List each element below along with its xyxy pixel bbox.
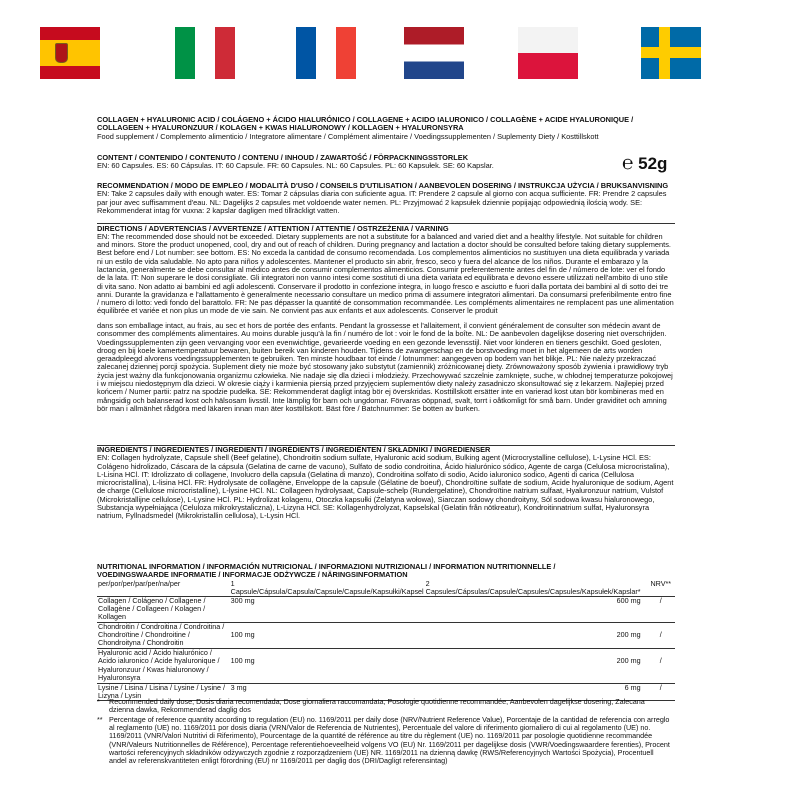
net-weight-value: 52g	[638, 154, 668, 173]
content-text: EN: 60 Capsules. ES: 60 Cápsulas. IT: 60 Capsule. FR: 60 Capsules. NL: 60 Capsules. PL: 60 Kapsułek. SE: 60 Kapslar.	[97, 161, 494, 171]
footnote-2-text: Percentage of reference quantity according to regulation (EU) no. 1169/2011 per daily dose (NRV/Nutrient Reference Value), Porcentaje de la cantidad de referencia con arreglo al reglamento (UE) no. 1169/2011 por dosis diaria (VRN/Valor de Referencia de Nutrientes), Percentuale del valore di riferimento giornaliero di cui al regolamento (UE) no. 1169/2011 (VNR/Valori Nutritivi di Riferimento), Pourcentage de la quantité de référence au titre du règlement (UE) no. 1169/2011 par posologie quotidienne recommandée (VNR/Valeurs Nutritionnelles de Référence), Percentage referentiehoeveelheid volgens VO (EU) Nr. 1169/2011 per dagelijkse dosis (VWR/Voedingswaardere ferenties), Procent wartości referencyjnych składników odżywczych zgodnie z rozporządzeniem (UE) NR. 1169/2011 na dzienną dawkę (RWS/Referencyjnych Wartości Spożycia), Procentuell andel av referenskvantiteten enligt förordning (EU) nr 1169/2011 per daglig dos (DRI/Dagligt referensintag)	[109, 715, 670, 766]
poland-flag-icon	[518, 27, 578, 79]
header-2-capsules: 2 Capsules/Cápsulas/Capsule/Capsules/Capsules/Kapsułek/Kapslar*	[425, 580, 647, 597]
net-weight	[622, 153, 667, 175]
ingredients-text: EN: Collagen hydrolyzate, Capsule shell (Beef gelatine), Chondroitin sodium sulfate, Hyaluronic acid sodium, Bulking agent (Microcrystalline cellulose), L-Lysine HCl. ES: Colágeno hidrolizado, Cáscara de la cápsula (Gelatina de carne de vacuno), Sulfato de sodio condroitina, Ácido hialurónico sódico, Agente de carga (Celulosa microcristalina), L-Lisina HCl. IT: Idrolizzato di collagene, Involucro della capsula (Gelatina di manzo), Condroitina solfato di sodio, Acido ialuronico sodico, Agenti di carica (Cellulosa microcristallina), L-lisina HCl. FR: Hydrolysate de collagène, Enveloppe de la capsule (Gélatine de boeuf), Chondroïtine sulfate de sodium, Acide hyaluronique de sodium, Agent de charge (Cellulose microcristalline), L-lysine HCl. NL: Collageen hydrolysaat, Capsule-schelp (Rundergelatine), Chondroïtine natrium sulfaat, Hyaluronzuur natrium, Vulstof (Microkristallijne cellulose), L-Lysine HCl. PL: Hydrolizat kolagenu, Otoczka kapsułki (Żelatyna wołowa), Siarczan sodowy chondroityny, Sól sodowa kwasu hialuronowego, Substancja wypełniająca (Celuloza mikrokrystaliczna), L-Lizyna HCl. SE: Kollagenhydrolyzat, Kapselskal (Gelatin från nötkreatur), Kondroitinnatrium sulfat, Hyaluronsyra natrium, Fyllnadsmedel (Mikrokristallin cellulosa), L-Lysin HCl.	[97, 453, 674, 521]
netherlands-flag-icon	[404, 27, 464, 79]
row-value-1-capsule: 3 mg	[230, 684, 312, 701]
nutrition-table	[97, 580, 675, 702]
footnote-2	[97, 716, 675, 765]
row-value-2-capsules: 200 mg	[425, 622, 647, 649]
product-type: Food supplement / Complemento alimenticio / Integratore alimentare / Complément alimentaire / Voedingssupplementen / Suplementy Diety / Kosttillskott	[97, 131, 599, 141]
header-1-capsule	[230, 580, 425, 597]
row-nrv: /	[647, 597, 675, 623]
row-value-1-capsule: 300 mg	[230, 597, 312, 623]
product-name-line2: COLLAGEEN + HYALURONZUUR / KOLAGEN + KWAS HIALURONOWY / KOLLAGEN + HYALURONSYRA	[97, 123, 464, 133]
estimated-sign-icon: ℮	[622, 153, 634, 174]
italy-flag-icon	[175, 27, 235, 79]
row-value-1-capsule: 100 mg	[230, 622, 312, 649]
table-row	[97, 622, 675, 649]
france-flag-icon	[296, 27, 356, 79]
directions-continued-section	[97, 322, 675, 445]
row-name: Chondroitin / Condroitina / Condroitina / Chondroïtine / Chondroitine / Chondroityna / Chondroitin	[97, 622, 230, 649]
directions-text: EN: The recommended dose should not be exceeded. Dietary supplements are not a substitute for a balanced and varied diet and a healthy lifestyle. Not suitable for children and minors. Store the product unopened, cool, dry and out of reach of children. During pregnancy and lactation a doctor should be consulted before taking dietary supplements. Best before end / Lot number: see bottom. ES: No exceda la cantidad de consumo recomendada. Los complementos alimenticios no sustituyen una dieta equilibrada y variada ni un estilo de vida saludable. No apto para niños y adolescentes. Mantener el producto sin abrir, fresco, seco y fuera del alcance de los niños. Durante el embarazo y la lactancia, generalmente se debe consultar al médico antes de consumir complementos alimenticios. Consumir preferentemente antes del fin de / número de lote: ver el fondo de la lata. IT: Non superare le dosi consigliate. Gli integratori non vanno intesi come sostituti di una dieta variata ed equilibrata e devono essere utilizzati nell'ambito di uno stile di vita sano. Non adatto ai bambini ed agli adolescenti. Conservare il prodotto in confezione integra, in luogo fresco e asciutto e fuori dalla portata dei bambini al di sotto dei tre anni. Durante la gravidanza e l'allattamento è generalmente necessario consultare un medico prima di assumere integratori alimentari. Da consumarsi preferibilmente entro fine / numero di lotto: vedi fondo del barattolo. FR: Ne pas dépasser la quantité de consommation recommandée. Les compléments alimentaires ne remplacent pas une alimentation équilibrée et variée et non plus un mode de vie sain. Ne convient pas aux enfants et aux adolescents. Conserver le produit	[97, 231, 674, 316]
recommendation-text: EN: Take 2 capsules daily with enough water. ES: Tomar 2 cápsulas diaria con suficiente agua. IT: Prendere 2 capsule al giorno con acqua sufficiente. FR: Prendre 2 capsules par jour avec suffisamment d'eau. NL: Dagelijks 2 capsules met voldoende water nemen. PL: Przyjmować 2 kapsułek dziennie popijając odpowiednią ilością wody. SE: Rekommenderat intag för vuxna: 2 kapslar dagligen med tillräckligt vatten.	[97, 189, 667, 215]
table-row	[97, 649, 675, 684]
nutrition-heading-line2: VOEDINGSWAARDE INFORMATIE / INFORMACJE ODŻYWCZE / NÄRINGSINFORMATION	[97, 570, 408, 580]
row-name: Hyaluronic acid / Ácido hialurónico / Acido ialuronico / Acide hyaluronique / Hyaluronzuur / Kwas hialuronowy / Hyaluronsyra	[97, 649, 230, 684]
directions-continued-text: dans son emballage intact, au frais, au sec et hors de portée des enfants. Pendant la grossesse et l'allaitement, il convient généralement de consulter son médecin avant de consommer des compléments alimentaires. Au moins durable jusqu'à la fin / numéro de lot : voir le fond de la boîte. NL: De aanbevolen dagelijkse dosering niet overschrijden. Voedingssupplementen zijn geen vervanging voor een evenwichtige, gevarieerde voeding en een gezonde levensstijl. Niet voor kinderen en tieners geschikt. Goed gesloten, droog en bij koele kamertemperatuur bewaren, buiten bereik van kinderen houden. Tijdens de zwangerschap en de borstvoeding moet in het algemeen de arts worden geraadpleegd alvorens voedingssupplementen te gebruiken. Ten minste houdbaar tot einde / lotnummer: aangegeven op bodem van het blikje. PL: Nie należy przekraczać zalecanej dziennej porcji spożycia. Suplement diety nie może być stosowany jako substytut (zamiennik) zróżnicowanej diety. Zrównoważony sposób żywienia i prawidłowy tryb życia jest ważny dla funkcjonowania organizmu człowieka. Nie nadaje się dla dzieci i młodzieży. Przechowywać szczelnie zamknięte, suche, w chłodnej temperaturze pokojowej i w miejscu niedostępnym dla dzieci. W okresie ciąży i karmienia piersią przed przyjęciem suplementów diety należy zasadniczo skonsultować się z lekarzem. Najlepiej przed końcem / Numer partii: patrz na spodzie pudełka. SE: Rekommenderat dagligt intag bör ej överskridas. Kosttillskott ersätter inte en varierad kost utan bör kombineras med en mångsidig och balanserad kost och hälsosam livsstil. Inte lämplig för barn och ungdomar. Förvaras oöppnad, svalt, torrt i oåtkomligt för små barn. Under graviditet och amning bör man i allmänhet rådgöra med läkaren innan man äter kosttillskott. Bäst före / Batchnummer: Se botten av burken.	[97, 321, 673, 413]
nutrition-section	[97, 563, 675, 701]
directions-section	[97, 223, 675, 316]
product-name-line1: COLLAGEN + HYALURONIC ACID / COLÁGENO + ÁCIDO HIALURÓNICO / COLLAGENE + ACIDO IALURONICO / COLLAGÈNE + ACIDE HYALURONIQUE /	[97, 115, 634, 124]
row-nrv: /	[647, 684, 675, 701]
row-name: Lysine / Lisina / Lisina / Lysine / Lysine / Lizyna / Lysin	[97, 684, 230, 701]
table-row	[97, 597, 675, 623]
nutrition-heading-line1: NUTRITIONAL INFORMATION / INFORMACIÓN NUTRICIONAL / INFORMAZIONI NUTRIZIONALI / INFORMATION NUTRITIONNELLE /	[97, 562, 556, 571]
spain-crest-icon	[55, 43, 68, 63]
content-section	[97, 154, 612, 171]
header-per: per/por/per/par/per/na/per	[97, 580, 230, 597]
nutrition-header-row	[97, 580, 675, 597]
footnote-1	[97, 698, 675, 714]
row-value-2-capsules: 200 mg	[425, 649, 647, 684]
footnote-1-mark: *	[97, 697, 100, 706]
header-1-capsule-label: 1 Capsule/Cápsula/Capsula/Capsule/Capsule/Kapsułki/Kapsel	[230, 578, 424, 596]
footnote-2-mark: **	[97, 715, 103, 724]
ingredients-heading: INGREDIENTS / INGREDIENTES / INGREDIENTI / INGRÉDIENTS / INGREDIËNTEN / SKŁADNIKI / INGREDIENSER	[97, 445, 491, 454]
header-nrv: NRV**	[647, 580, 675, 597]
sweden-flag-icon	[641, 27, 701, 79]
spain-flag-icon	[40, 27, 100, 79]
content-heading: CONTENT / CONTENIDO / CONTENUTO / CONTENU / INHOUD / ZAWARTOŚĆ / FÖRPACKNINGSSTORLEK	[97, 153, 469, 162]
row-value-2-capsules: 6 mg	[425, 684, 647, 701]
recommendation-section	[97, 182, 675, 215]
product-section	[97, 116, 675, 141]
ingredients-section	[97, 445, 675, 537]
row-nrv: /	[647, 649, 675, 684]
row-value-1-capsule: 100 mg	[230, 649, 312, 684]
row-nrv: /	[647, 622, 675, 649]
directions-heading: DIRECTIONS / ADVERTENCIAS / AVVERTENZE / ATTENTION / ATTENTIE / OSTRZEŻENIA / VARNING	[97, 223, 449, 233]
footnote-1-text: Recommended daily dose, Dosis diaria recomendada, Dose giornaliera raccomandata, Posologie quotidienne recommandée, Aanbevolen dagelijkse dosering, Zalecana dzienna dawka, Rekommenderad daglig dos	[109, 697, 645, 715]
row-value-2-capsules: 600 mg	[425, 597, 647, 623]
row-name: Collagen / Colágeno / Collagene / Collagène / Collageen / Kolagen / Kollagen	[97, 597, 230, 623]
recommendation-heading: RECOMMENDATION / MODO DE EMPLEO / MODALITÀ D'USO / CONSEILS D'UTILISATION / AANBEVOLEN DOSERING / INSTRUKCJA UŻYCIA / BRUKSANVISNING	[97, 181, 669, 190]
